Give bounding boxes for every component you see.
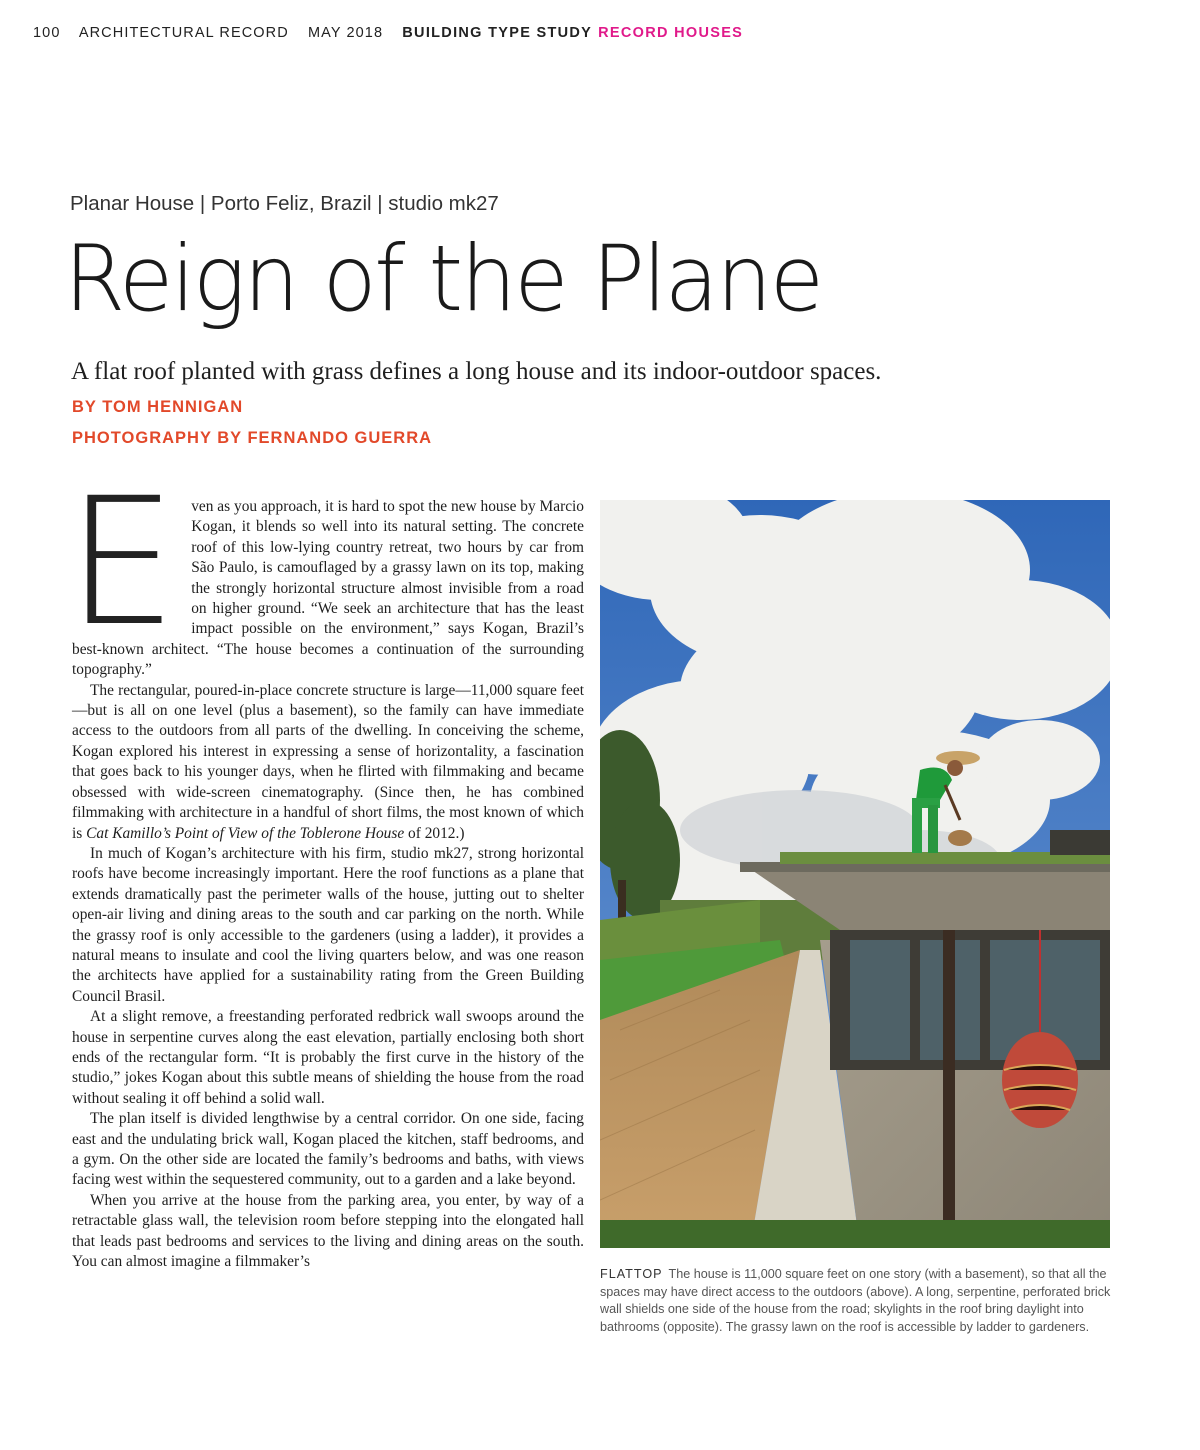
page-number: 100 — [33, 25, 61, 41]
article-body — [66, 460, 584, 1272]
issue-date: MAY 2018 — [307, 25, 384, 41]
publication-name: ARCHITECTURAL RECORD — [78, 25, 289, 41]
section-name: BUILDING TYPE STUDY — [402, 25, 593, 41]
body-paragraph: When you arrive at the house from the parking area, you enter, by way of a retractable glass wall, the television room before stepping into the elongated hall that leads past bedrooms and services to the living and dining areas on the south. You can almost imagine a filmmaker’s — [72, 1191, 584, 1271]
article-kicker: Planar House | Porto Feliz, Brazil | studio mk27 — [70, 192, 499, 215]
photo-credit: PHOTOGRAPHY BY FERNANDO GUERRA — [72, 429, 433, 447]
film-title: Cat Kamillo’s Point of View of the Toblerone House — [86, 824, 405, 842]
hanging-chair — [1002, 1032, 1078, 1128]
caption-text: The house is 11,000 square feet on one story (with a basement), so that all the spaces may have direct access to the outdoors (above). A long, serpentine, perforated brick wall shields one side of the house from the road; skylights in the roof bring daylight into bathrooms (opposite). The grassy lawn on the roof is accessible by ladder to gardeners. — [600, 1267, 1111, 1334]
author-byline: BY TOM HENNIGAN — [72, 398, 244, 416]
section-accent: RECORD HOUSES — [598, 25, 744, 41]
column — [943, 930, 955, 1248]
caption-label: FLATTOP — [600, 1267, 663, 1281]
body-paragraph: At a slight remove, a freestanding perforated redbrick wall swoops around the house in serpentine curves along the east elevation, partially enclosing both short ends of the rectangular form. “It is probably the first curve in the history of the studio,” jokes Kogan about this subtle means of shielding the house from the road without sealing it off behind a solid wall. — [72, 1008, 584, 1107]
running-header — [33, 25, 757, 41]
photo-caption — [600, 1266, 1112, 1336]
body-paragraph: In much of Kogan’s architecture with his firm, studio mk27, strong horizontal roofs have become increasingly important. Here the roof functions as a plane that extends dramatically past the perimeter walls of the house, jutting out to shelter open-air living and dining areas to the south and car parking on the north. While the grassy roof is only accessible to the gardeners (using a ladder), it provides a natural means to insulate and cool the living quarters below, and was one reason the architects have applied for a sustainability rating from the Green Building Council Brasil. — [72, 844, 584, 1005]
body-paragraph: The plan itself is divided lengthwise by a central corridor. On one side, facing east and the undulating brick wall, Kogan placed the kitchen, staff bedrooms, and a gym. On the other side are located the family’s bedrooms and baths, with views facing west within the sequestered community, out to a garden and a lake beyond. — [72, 1110, 584, 1189]
house-photo — [600, 500, 1110, 1248]
body-paragraph: The rectangular, poured-in-place concrete structure is large—11,000 square feet—but is all on one level (plus a basement), so the family can have immediate access to the outdoors from all parts of the dwelling. In conceiving the scheme, Kogan explored his interest in expressing a sense of horizontality, a fascination that goes back to his younger days, when he flirted with filmmaking and became obsessed with wide-screen cinematography. (Since then, he has combined filmmaking with architecture in a handful of short films, the most known of which is Cat Kamillo’s Point of View of the Toblerone House of 2012.) — [72, 681, 584, 842]
body-paragraph: Even as you approach, it is hard to spot the new house by Marcio Kogan, it blends so well into its natural setting. The concrete roof of this low-lying country retreat, two hours by car from São Paulo, is camouflaged by a grassy lawn on its top, making the strongly horizontal structure almost invisible from a road on higher ground. “We seek an architecture that has the least impact possible on the environment,” says Kogan, Brazil’s best-known architect. “The house becomes a continuation of the surrounding topography.” — [66, 460, 584, 679]
article-headline: Reign of the Plane — [64, 227, 822, 332]
drop-cap: E — [66, 460, 178, 665]
article-deck: A flat roof planted with grass defines a long house and its indoor-outdoor spaces. — [71, 358, 882, 385]
